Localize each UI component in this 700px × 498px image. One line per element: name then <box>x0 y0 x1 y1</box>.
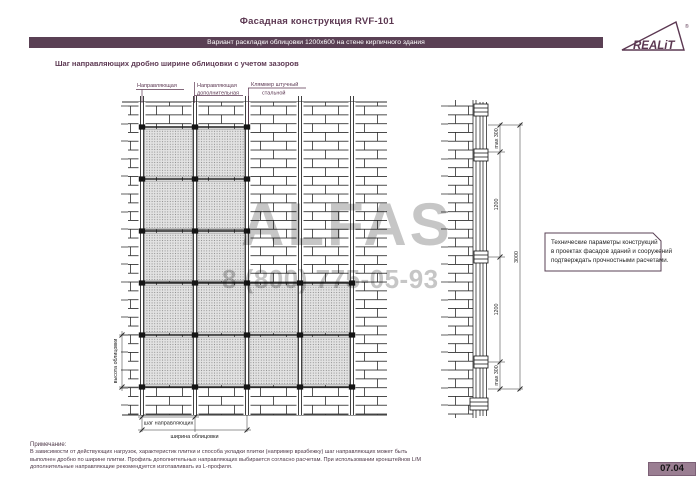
sheet-heading: Шаг направляющих дробно ширине облицовки с учетом зазоров <box>55 59 299 68</box>
document-subtitle: Вариант раскладки облицовки 1200х600 на стене кирпичного здания <box>207 39 425 46</box>
note-line2: выполнен дробно по ширине плитки. Профиль дополнительных направляющих выбирается согласно расчетам. При использовании кронштейнов L/M <box>30 456 422 463</box>
document-title: Фасадная конструкция RVF-101 <box>239 16 395 27</box>
dim-3000-total: 3000 <box>514 251 520 263</box>
rail-add-label-line1: Направляющая <box>197 83 237 89</box>
watermark-phone: 8 (800) 775-05-93 <box>222 264 439 294</box>
side-brick-wall <box>448 100 473 418</box>
cladding-height-dim: высота облицовки <box>113 338 119 384</box>
callout-line2: в проектах фасадов зданий и сооружений <box>551 248 673 255</box>
clamp-label-line2: стальной <box>262 90 286 97</box>
callout-line3: подтверждать прочностными расчетами. <box>551 257 669 264</box>
realit-logo <box>622 22 689 52</box>
clamp-label-line1: Кляммер штучный <box>251 82 299 88</box>
dim-1200-lower: 1200 <box>494 303 500 316</box>
note-line1: В зависимости от действующих нагрузок, характеристик плитки и способа укладки плитки (например вразбежку) шаг направляющих может быть <box>30 449 408 455</box>
callout-box <box>545 233 673 271</box>
note-line3: дополнительные направляющие рекомендуется изготавливать из L-профиля. <box>30 464 233 471</box>
page-number-badge: 07.04 <box>648 462 696 476</box>
rail-label: Направляющая <box>137 83 177 89</box>
watermark-brand: ALFAS <box>241 191 453 258</box>
callout-line1: Технические параметры конструкций <box>551 239 658 246</box>
note-block <box>30 442 421 472</box>
side-view <box>441 100 523 418</box>
logo-text: REALiT <box>633 40 675 52</box>
rail-add-label-line2: дополнительная <box>197 90 239 97</box>
cladding-width-dim: ширина облицовки <box>170 434 219 440</box>
logo-registered-mark: ® <box>685 24 689 30</box>
note-title: Примечание: <box>30 442 67 448</box>
rail-step-dim: шаг направляющих <box>143 420 194 427</box>
front-view <box>113 81 387 440</box>
dim-max300-bottom: max 300 <box>494 365 500 386</box>
dim-1200-upper: 1200 <box>494 198 500 211</box>
dim-max300-top: max 300 <box>494 128 500 149</box>
